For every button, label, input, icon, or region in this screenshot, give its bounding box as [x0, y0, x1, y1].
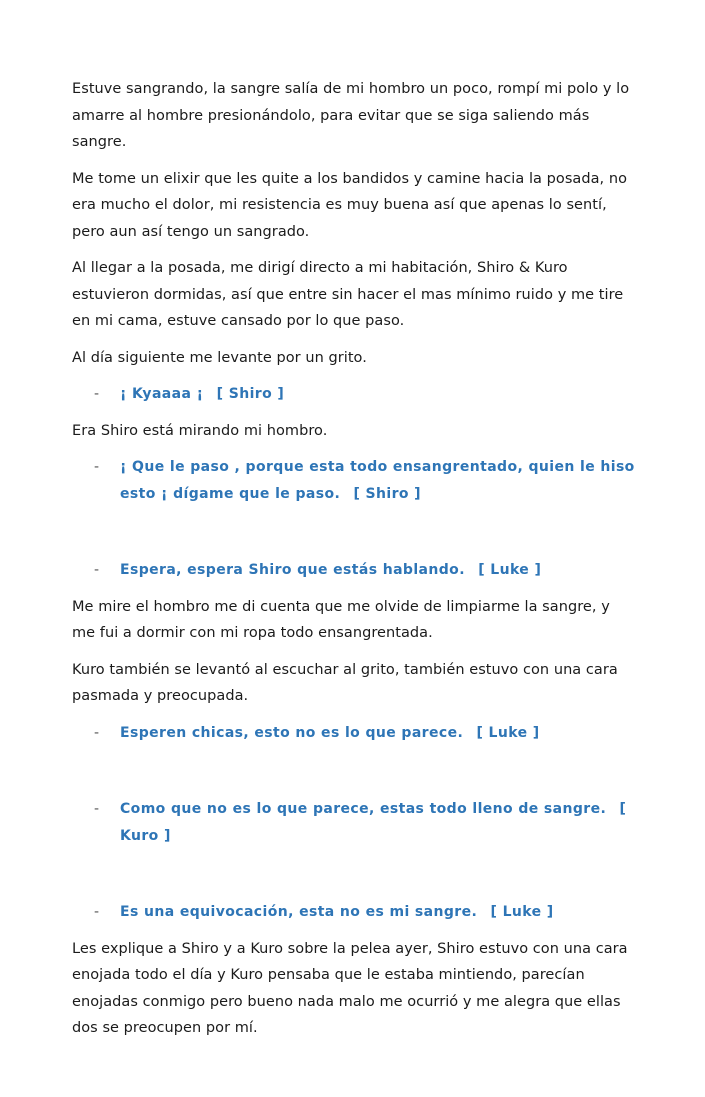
dialogue-speaker: [ Luke ]	[490, 904, 554, 920]
dialogue-text: Es una equivocación, esta no es mi sangre.	[120, 904, 478, 920]
dialogue-line	[72, 720, 635, 747]
dialogue-speaker: [ Shiro ]	[216, 386, 285, 402]
paragraph: Era Shiro está mirando mi hombro.	[72, 422, 328, 439]
list-dash: -	[94, 724, 100, 741]
list-dash: -	[94, 386, 100, 402]
dialogue-line	[72, 381, 635, 408]
dialogue-text: Espera, espera Shiro que estás hablando.	[120, 562, 465, 578]
paragraph: Les explique a Shiro y a Kuro sobre la pelea ayer, Shiro estuvo con una cara enojada todo el día y Kuro pensaba que le estaba mintiendo, parecían enojadas conmigo pero bueno nada malo me ocurrió y me alegra que ellas dos se preocupen por mí.	[72, 940, 628, 1036]
dialogue-speaker: [ Luke ]	[478, 562, 542, 578]
paragraph: Me tome un elixir que les quite a los bandidos y camine hacia la posada, no era mucho el dolor, mi resistencia es muy buena así que apenas lo sentí, pero aun así tengo un sangrado.	[72, 170, 628, 240]
paragraph: Al llegar a la posada, me dirigí directo a mi habitación, Shiro & Kuro estuvieron dormidas, así que entre sin hacer el mas mínimo ruido y me tire en mi cama, estuve cansado por lo que paso.	[72, 260, 624, 329]
paragraph: Estuve sangrando, la sangre salía de mi hombro un poco, rompí mi polo y lo amarre al hombre presionándolo, para evitar que se siga saliendo más sangre.	[72, 81, 630, 150]
list-dash: -	[94, 801, 100, 817]
list-dash: -	[94, 904, 100, 920]
paragraph: Al día siguiente me levante por un grito.	[72, 349, 367, 366]
dialogue-text: Como que no es lo que parece, estas todo lleno de sangre.	[120, 801, 607, 817]
spacer	[72, 517, 635, 557]
dialogue-text: Esperen chicas, esto no es lo que parece.	[120, 724, 464, 741]
dialogue-line	[72, 454, 635, 507]
dialogue-text: ¡ Que le paso , porque esta todo ensangrentado, quien le hiso esto ¡ dígame que le paso.	[120, 459, 635, 502]
dialogue-line	[72, 796, 635, 849]
paragraph: Kuro también se levantó al escuchar al grito, también estuvo con una cara pasmada y preocupada.	[72, 661, 618, 704]
dialogue-speaker: [ Shiro ]	[353, 485, 421, 502]
spacer	[72, 859, 635, 899]
dialogue-line	[72, 557, 635, 584]
dialogue-text: ¡ Kyaaaa ¡	[120, 386, 204, 402]
list-dash: -	[94, 562, 100, 578]
list-dash: -	[94, 459, 100, 475]
dialogue-speaker: [ Luke ]	[476, 724, 540, 741]
paragraph: Me mire el hombro me di cuenta que me olvide de limpiarme la sangre, y me fui a dormir con mi ropa todo ensangrentada.	[72, 598, 610, 641]
dialogue-line	[72, 899, 635, 926]
spacer	[72, 756, 635, 796]
dialogue-speaker: [ Kuro ]	[120, 801, 627, 844]
